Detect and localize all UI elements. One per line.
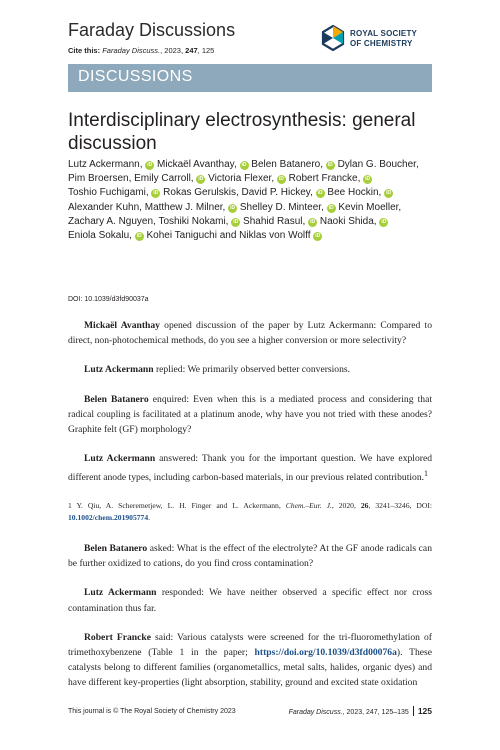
- orcid-icon[interactable]: iD: [317, 190, 323, 197]
- journal-title: Faraday Discussions: [68, 20, 236, 40]
- author-name: [68, 159, 154, 170]
- orcid-icon[interactable]: iD: [365, 176, 371, 183]
- author-name-text: Shelley D. Minteer,: [239, 201, 324, 213]
- author-name-text: Pim Broersen,: [68, 173, 132, 185]
- paragraph-text: opened discussion of the paper by Lutz Ackermann: Compared to direct, non-photochemical methods, do you see a higher conversion or more selectivity?: [68, 320, 432, 347]
- reference-text: , 3241–3246, DOI:: [368, 501, 433, 510]
- author-name: [68, 230, 144, 241]
- cite-year: , 2023,: [160, 46, 184, 55]
- orcid-icon[interactable]: iD: [233, 218, 239, 225]
- footer-copyright: This journal is © The Royal Society of Chemistry 2023: [68, 708, 236, 715]
- orcid-icon[interactable]: iD: [198, 176, 204, 183]
- paragraph-text: enquired: Even when this is a mediated process and considering that radical coupling is facilitated at a platinum anode, why have you not tried with these anodes? Graphite felt (GF) morphology?: [68, 393, 432, 436]
- author-name: [338, 202, 401, 213]
- paragraph-text: replied: We primarily observed better conversions.: [153, 364, 351, 376]
- orcid-icon[interactable]: iD: [386, 190, 392, 197]
- rsc-hexagon-icon: [320, 25, 346, 51]
- author-name-text: Eniola Sokalu,: [68, 230, 132, 242]
- paragraph-text: responded: We have neither observed a specific effect nor cross contamination thus far.: [68, 587, 432, 614]
- cite-journal: Faraday Discuss.: [102, 46, 161, 55]
- speaker-name: Lutz Ackermann: [84, 453, 156, 465]
- orcid-icon[interactable]: iD: [241, 162, 247, 168]
- orcid-icon[interactable]: iD: [327, 162, 333, 168]
- footer-citation: [289, 706, 432, 716]
- author-name-text: Rokas Gerulskis,: [163, 187, 239, 199]
- author-name: [320, 216, 388, 227]
- author-name-text: David P. Hickey,: [241, 187, 313, 199]
- reference-volume: 26: [360, 501, 369, 510]
- paragraph: [68, 392, 432, 438]
- author-list: [68, 158, 438, 243]
- reference-doi-link[interactable]: 10.1002/chem.201905774: [68, 513, 149, 522]
- section-banner: [68, 64, 432, 92]
- author-name-text: Toshiki Nokami,: [158, 215, 229, 227]
- author-name: [68, 202, 142, 213]
- orcid-icon[interactable]: iD: [147, 162, 153, 168]
- cite-page: , 125: [197, 46, 215, 55]
- author-name-text: Shahid Rasul,: [243, 215, 306, 227]
- author-name-text: Matthew J. Milner,: [144, 201, 226, 213]
- author-name-text: Lutz Ackermann,: [68, 159, 143, 170]
- footnote-marker[interactable]: 1: [424, 469, 429, 479]
- reference-text: .: [148, 513, 151, 522]
- author-name: [327, 187, 393, 198]
- paragraph: [68, 362, 432, 377]
- speaker-name: Belen Batanero: [84, 393, 149, 405]
- author-name: [158, 216, 240, 227]
- doi[interactable]: DOI: 10.1039/d3fd90037a: [68, 296, 149, 303]
- footer-divider: [413, 706, 414, 716]
- publisher-logo: [320, 25, 432, 51]
- reference-text: 1 Y. Qiu, A. Scheremetjew, L. H. Finger and L. Ackermann,: [68, 501, 286, 510]
- author-name: [157, 159, 248, 170]
- speaker-name: Mickaël Avanthay: [84, 320, 160, 331]
- author-name-text: Dylan G. Boucher,: [337, 159, 419, 170]
- author-name-text: Mickaël Avanthay,: [157, 159, 237, 170]
- author-name: [134, 173, 205, 184]
- publisher-name-line1: ROYAL SOCIETY: [350, 29, 418, 38]
- author-name-text: Toshio Fuchigami,: [68, 187, 149, 199]
- author-name: [251, 159, 335, 170]
- author-name-text: Victoria Flexer,: [208, 173, 275, 185]
- author-name: [163, 187, 239, 198]
- author-name: [68, 173, 131, 184]
- speaker-name: Robert Francke: [84, 631, 151, 643]
- section-label: DISCUSSIONS: [78, 68, 193, 85]
- paragraph: [68, 318, 432, 348]
- footer-details: , 2023, 247, 125–135: [342, 709, 409, 716]
- paragraph-text: ). These catalysts belong to different families (organometallics, metal salts, halides, organic dyes) and have different key-properties (light absorption, stability, ground and excited state oxidation: [68, 647, 432, 689]
- author-name: [240, 202, 336, 213]
- orcid-icon[interactable]: iD: [230, 204, 236, 211]
- speaker-name: Lutz Ackermann: [84, 587, 157, 599]
- author-name: [147, 230, 323, 241]
- speaker-name: Lutz Ackermann: [84, 364, 154, 376]
- speaker-name: Belen Batanero: [84, 543, 148, 554]
- author-name: [243, 216, 317, 227]
- article-title: Interdisciplinary electrosynthesis: general discussion: [68, 110, 416, 154]
- author-name: [145, 202, 237, 213]
- orcid-icon[interactable]: iD: [310, 218, 316, 225]
- paragraph-text: said: Various catalysts were screened for the tri-fluoromethylation of trimethoxybenzene (Table 1 in the paper;: [68, 631, 432, 659]
- author-name-text: Kevin Moeller,: [338, 201, 402, 213]
- orcid-icon[interactable]: iD: [381, 218, 387, 225]
- reference-entry: [68, 500, 432, 524]
- author-name: [208, 173, 286, 184]
- author-name-text: Belen Batanero,: [251, 159, 324, 170]
- paragraph: [68, 451, 432, 486]
- paper-doi-link[interactable]: https://doi.org/10.1039/d3fd00076a: [254, 647, 397, 659]
- page-number: 125: [417, 706, 432, 716]
- orcid-icon[interactable]: iD: [153, 190, 159, 197]
- author-name: [338, 159, 419, 170]
- author-name-text: Emily Carroll,: [134, 173, 194, 185]
- author-name-text: Bee Hockin,: [327, 187, 382, 199]
- reference-journal: Chem.–Eur. J.: [285, 501, 332, 510]
- author-name: [68, 187, 160, 198]
- paragraph: [68, 585, 432, 615]
- paragraph-text: answered: Thank you for the important question. We have explored different anode types, including carbon-based materials, in our previous related contribution.: [68, 453, 433, 484]
- author-name: [242, 187, 325, 198]
- publisher-name-line2: OF CHEMISTRY: [350, 38, 413, 48]
- discussion-block-1: [68, 318, 432, 486]
- cite-label: Cite this:: [68, 46, 101, 55]
- paragraph-text: asked: What is the effect of the electrolyte? At the GF anode radicals can be further oxidized to cations, do you find cross contamination?: [68, 543, 432, 570]
- orcid-icon[interactable]: iD: [315, 233, 321, 240]
- cite-line: [68, 46, 214, 55]
- orcid-icon[interactable]: iD: [278, 176, 284, 183]
- cite-volume: 247: [185, 46, 198, 55]
- author-name-text: Zachary A. Nguyen,: [68, 215, 156, 227]
- paragraph: [68, 630, 432, 691]
- discussion-block-2: [68, 541, 432, 691]
- footer-journal: Faraday Discuss.: [288, 709, 343, 716]
- author-name-text: Alexander Kuhn,: [68, 201, 142, 213]
- orcid-icon[interactable]: iD: [136, 233, 142, 240]
- author-name-text: Kohei Taniguchi and Niklas von Wolff: [146, 230, 311, 242]
- author-name: [68, 216, 156, 227]
- paragraph: [68, 541, 432, 571]
- reference-text: , 2020,: [331, 501, 361, 510]
- author-name-text: Naoki Shida,: [319, 215, 377, 227]
- author-name-text: Robert Francke,: [288, 173, 361, 185]
- orcid-icon[interactable]: iD: [328, 204, 334, 211]
- author-name: [289, 173, 372, 184]
